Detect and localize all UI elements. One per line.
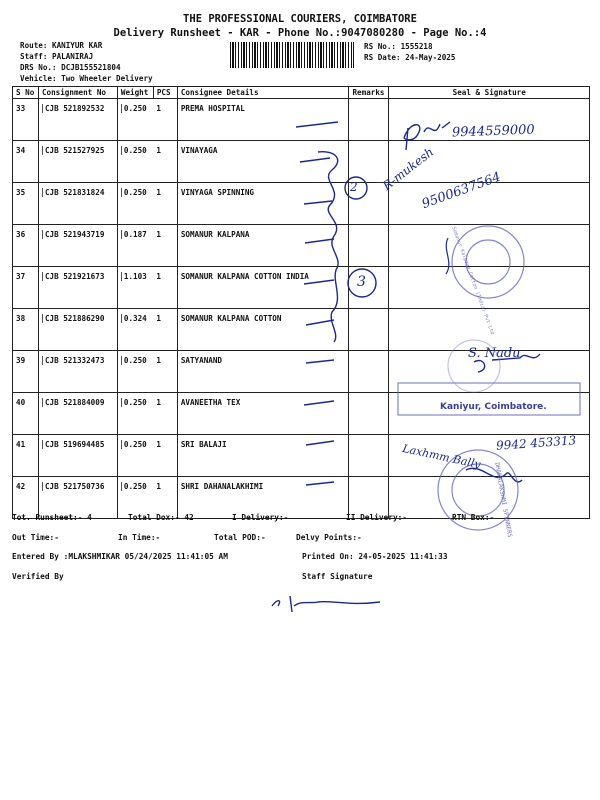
col-seal: Seal & Signature	[389, 87, 590, 99]
handwritten-sign-6: S. Nadu	[468, 346, 521, 361]
dash-mark	[306, 441, 334, 445]
verified-by: Verified By	[12, 572, 64, 581]
row-pcs-text: 1	[156, 314, 161, 323]
row-consignee-text: SOMANUR KALPANA COTTON INDIA	[180, 272, 309, 281]
row-pcs-text: 1	[156, 482, 161, 491]
rs-date: RS Date: 24-May-2025	[364, 53, 456, 62]
dash-mark	[306, 320, 334, 325]
row-consignment-text: CJB 521750736	[42, 482, 104, 491]
row-pcs-text: 1	[156, 440, 161, 449]
handwritten-phone-9: 9942 453313	[495, 433, 577, 453]
dash-mark	[300, 158, 330, 162]
dash-mark	[306, 482, 334, 485]
row-weight-text: 0.250	[121, 188, 147, 197]
row-consignee-text: SHRI DAHANALAKHIMI	[180, 482, 264, 491]
row-consignment-text: CJB 521892532	[42, 104, 104, 113]
delvy-points: Delvy Points:-	[296, 533, 362, 542]
row-weight-text: 0.324	[121, 314, 147, 323]
printed-on: Printed On: 24-05-2025 11:41:33	[302, 552, 448, 561]
row-pcs-text: 1	[156, 272, 161, 281]
row-consignment-text: CJB 521831824	[42, 188, 104, 197]
dash-mark	[305, 239, 334, 243]
total-dox: Total Dox:- 42	[128, 513, 194, 522]
col-sno: S No	[13, 87, 39, 99]
row-consignee-text: SATYANAND	[180, 356, 222, 365]
dash-mark	[304, 280, 334, 284]
row-consignee-text: SOMANUR KALPANA	[180, 230, 250, 239]
vehicle-label: Vehicle: Two Wheeler Delivery	[20, 74, 153, 83]
out-time: Out Time:-	[12, 533, 59, 542]
row-sno-text: 33	[16, 104, 26, 113]
row-sno-text: 40	[16, 398, 26, 407]
row-weight-text: 1.103	[121, 272, 147, 281]
row-consignment-text: CJB 521943719	[42, 230, 104, 239]
row-consignment-text: CJB 521921673	[42, 272, 104, 281]
bracket-scribble	[318, 152, 338, 342]
drs-label: DRS No.: DCJB155521804	[20, 63, 121, 72]
company-title: THE PROFESSIONAL COURIERS, COIMBATORE	[183, 13, 417, 25]
row-pcs-text: 1	[156, 398, 161, 407]
staff-signature: Staff Signature	[302, 572, 373, 581]
row-consignee-text: AVANEETHA TEX	[180, 398, 241, 407]
staff-label: Staff: PALANIRAJ	[20, 52, 94, 61]
row-consignment-text: CJB 521886290	[42, 314, 104, 323]
tot-runsheet: Tot. Runsheet:- 4	[12, 513, 92, 522]
dash-mark	[304, 401, 334, 405]
handwritten-phone-1: 9944559000	[451, 122, 535, 141]
row-pcs-text: 1	[156, 356, 161, 365]
route-label: Route: KANIYUR KAR	[20, 41, 103, 50]
row-consignee-text: PREMA HOSPITAL	[180, 104, 245, 113]
row-sno-text: 36	[16, 230, 26, 239]
row-weight-text: 0.250	[121, 356, 147, 365]
row-sno-text: 34	[16, 146, 26, 155]
handwritten-phone-2: 9500637564	[420, 169, 503, 213]
row-weight-text: 0.250	[121, 440, 147, 449]
row-consignment-text: CJB 521332473	[42, 356, 104, 365]
row-pcs-text: 1	[156, 104, 161, 113]
row-pcs-text: 1	[156, 188, 161, 197]
row-pcs-text: 1	[156, 146, 161, 155]
rs-number: RS No.: 1555218	[364, 42, 433, 51]
row-pcs-text: 1	[156, 230, 161, 239]
row-weight-text: 0.250	[121, 146, 147, 155]
row-weight-text: 0.187	[121, 230, 147, 239]
row-sno-text: 38	[16, 314, 26, 323]
row-sno-text: 42	[16, 482, 26, 491]
handwritten-name-9: Laxhmm Bally	[401, 442, 482, 472]
circled-number-2: 2	[350, 180, 358, 194]
row-sno-text: 41	[16, 440, 26, 449]
i-delivery: I Delivery:-	[232, 513, 289, 522]
total-pod: Total POD:-	[214, 533, 266, 542]
stamp-text-dhanalakshmi: DHANALAKSHMI SPINNERS	[493, 462, 514, 538]
row-weight-text: 0.250	[121, 398, 147, 407]
row-sno-text: 39	[16, 356, 26, 365]
row-consignment-text: CJB 519694485	[42, 440, 104, 449]
dash-mark	[306, 360, 334, 363]
col-consignment: Consignment No	[38, 87, 117, 99]
stamp-text-kalpana: Somanur Kalpana Cotton (India) Pvt Ltd	[450, 226, 496, 336]
col-remarks: Remarks	[349, 87, 389, 99]
row-consignment-text: CJB 521527925	[42, 146, 104, 155]
in-time: In Time:-	[118, 533, 161, 542]
circled-number-3: 3	[357, 274, 366, 290]
row-consignment-text: CJB 521884009	[42, 398, 104, 407]
row-consignee-text: VINYAGA SPINNING	[180, 188, 254, 197]
row-consignee-text: SRI BALAJI	[180, 440, 227, 449]
stamp-text-kaniyur: Kaniyur, Coimbatore.	[440, 402, 547, 412]
row-consignee-text: SOMANUR KALPANA COTTON	[180, 314, 282, 323]
entered-by: Entered By :MLAKSHMIKAR 05/24/2025 11:41:05 AM	[12, 552, 228, 561]
row-sno-text: 37	[16, 272, 26, 281]
ii-delivery: II Delivery:-	[346, 513, 408, 522]
col-consignee: Consignee Details	[177, 87, 349, 99]
handwritten-name-2: R-mukesh	[380, 144, 437, 194]
signature-bottom	[272, 596, 380, 612]
runsheet-subtitle: Delivery Runsheet - KAR - Phone No.:9047080280 - Page No.:4	[113, 27, 487, 39]
dash-mark	[304, 201, 332, 204]
row-weight-text: 0.250	[121, 104, 147, 113]
rtn-box: RTN Box:-	[452, 513, 495, 522]
col-pcs: PCS	[153, 87, 177, 99]
row-weight-text: 0.250	[121, 482, 147, 491]
col-weight: Weight	[117, 87, 153, 99]
row-sno-text: 35	[16, 188, 26, 197]
dash-mark	[296, 122, 338, 127]
row-consignee-text: VINAYAGA	[180, 146, 218, 155]
